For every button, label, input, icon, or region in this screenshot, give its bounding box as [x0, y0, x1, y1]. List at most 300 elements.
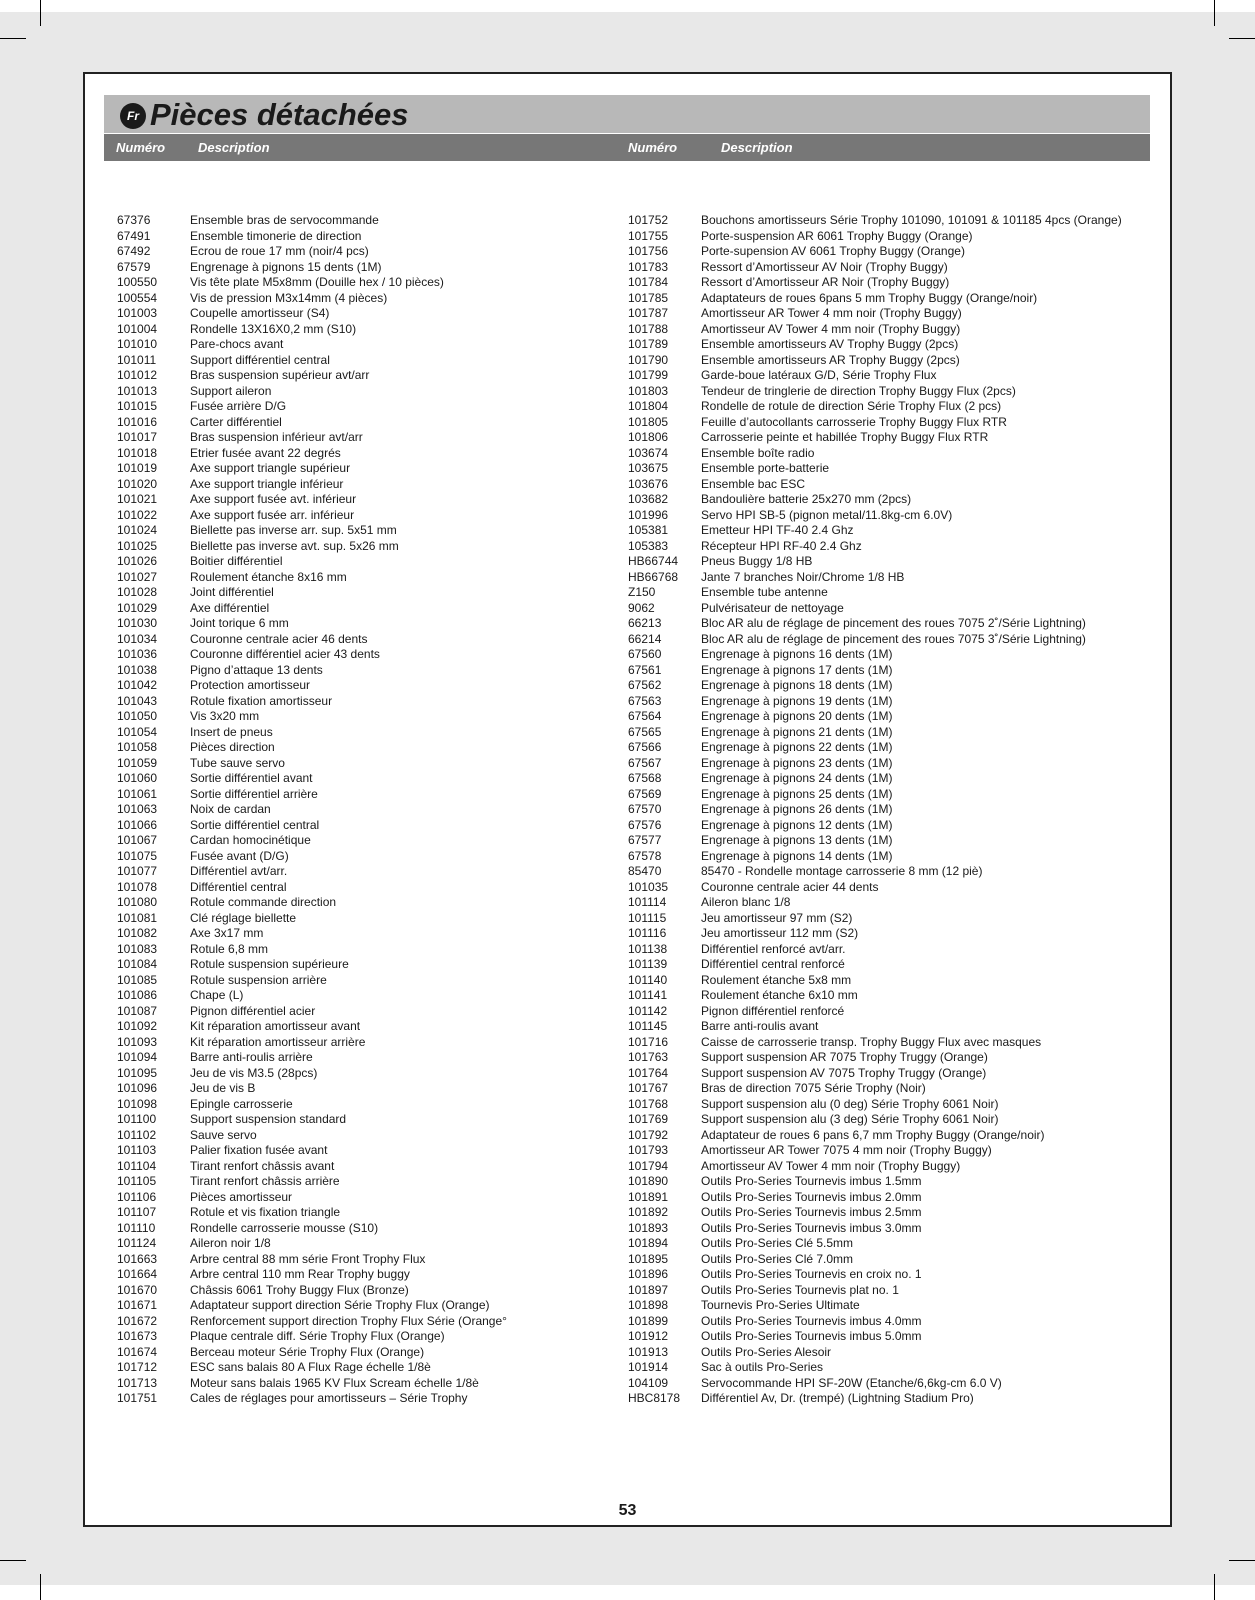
- part-number: 67561: [628, 662, 662, 677]
- part-description: Jeu amortisseur 112 mm (S2): [701, 926, 859, 940]
- part-description: Ensemble amortisseurs AR Trophy Buggy (2pcs): [701, 352, 960, 367]
- part-description: Outils Pro-Series Tournevis imbus 1.5mm: [701, 1174, 922, 1188]
- list-item: [117, 508, 507, 524]
- part-description: Engrenage à pignons 12 dents (1M): [701, 817, 893, 832]
- part-number: 103675: [628, 461, 669, 475]
- part-description: Pulvérisateur de nettoyage: [701, 600, 844, 615]
- part-description: Récepteur HPI RF-40 2.4 Ghz: [701, 538, 862, 553]
- part-number: 101787: [628, 306, 669, 320]
- part-number: 101141: [628, 988, 668, 1002]
- part-number: 101086: [117, 988, 158, 1002]
- list-item: [117, 1345, 507, 1361]
- list-item: [628, 291, 1122, 307]
- part-number: 101996: [628, 507, 669, 522]
- list-item: [628, 694, 1122, 710]
- part-number: 101664: [117, 1267, 158, 1281]
- list-item: [628, 1190, 1122, 1206]
- part-description: Ensemble amortisseurs AV Trophy Buggy (2pcs): [701, 337, 959, 351]
- list-item: [628, 508, 1122, 524]
- part-number: 101764: [628, 1065, 669, 1080]
- part-description: ESC sans balais 80 A Flux Rage échelle 1/8è: [190, 1360, 431, 1374]
- part-description: Outils Pro-Series Tournevis en croix no. 1: [701, 1267, 922, 1281]
- part-number: 67565: [628, 724, 662, 739]
- part-number: 101914: [628, 1360, 669, 1374]
- list-item: [628, 756, 1122, 772]
- part-number: 67577: [628, 833, 662, 847]
- list-item: [628, 709, 1122, 725]
- part-description: Renforcement support direction Trophy Flux Série (Orange°: [190, 1313, 507, 1328]
- list-item: [117, 1236, 507, 1252]
- part-description: Kit réparation amortisseur arrière: [190, 1034, 366, 1049]
- part-number: 101028: [117, 585, 158, 599]
- part-description: Cales de réglages pour amortisseurs – Série Trophy: [190, 1391, 468, 1405]
- list-item: [117, 1097, 507, 1113]
- part-description: Bras suspension inférieur avt/arr: [190, 430, 363, 444]
- part-description: Tendeur de tringlerie de direction Trophy Buggy Flux (2pcs): [701, 383, 1016, 398]
- list-item: [117, 1267, 507, 1283]
- part-description: Axe 3x17 mm: [190, 926, 264, 940]
- list-item: [117, 275, 507, 291]
- list-item: [117, 694, 507, 710]
- part-number: 101042: [117, 678, 158, 692]
- part-description: Axe différentiel: [190, 600, 270, 615]
- part-number: 101011: [117, 352, 157, 367]
- list-item: [117, 973, 507, 989]
- part-description: Plaque centrale diff. Série Trophy Flux (Orange): [190, 1329, 445, 1343]
- part-description: Engrenage à pignons 20 dents (1M): [701, 709, 893, 723]
- list-item: [117, 678, 507, 694]
- list-item: [628, 322, 1122, 338]
- part-description: Différentiel Av, Dr. (trempé) (Lightning Stadium Pro): [701, 1391, 974, 1405]
- parts-list-left: [117, 213, 507, 1407]
- page-title: Pièces détachées: [150, 97, 409, 132]
- list-item: [628, 864, 1122, 880]
- list-item: [628, 957, 1122, 973]
- part-number: 101087: [117, 1003, 158, 1018]
- part-number: 101768: [628, 1096, 669, 1111]
- part-description: Rondelle carrosserie mousse (S10): [190, 1220, 379, 1235]
- part-number: 101142: [628, 1003, 668, 1018]
- part-number: 101078: [117, 879, 158, 894]
- part-number: 101054: [117, 724, 158, 739]
- list-item: [628, 1236, 1122, 1252]
- part-number: 101063: [117, 802, 158, 816]
- list-item: [117, 1391, 507, 1407]
- part-number: HB66768: [628, 569, 679, 584]
- part-number: 101897: [628, 1282, 669, 1297]
- part-description: Rotule suspension supérieure: [190, 957, 349, 971]
- part-number: 101763: [628, 1050, 669, 1064]
- part-description: Tube sauve servo: [190, 755, 285, 770]
- list-item: [117, 1004, 507, 1020]
- part-number: 67376: [117, 213, 151, 227]
- list-item: [628, 988, 1122, 1004]
- list-item: [628, 1159, 1122, 1175]
- part-number: 101124: [117, 1236, 157, 1250]
- part-description: Jeu de vis B: [190, 1081, 256, 1095]
- list-item: [117, 1298, 507, 1314]
- part-number: 101712: [117, 1360, 158, 1374]
- list-item: [117, 430, 507, 446]
- list-item: [628, 570, 1122, 586]
- list-item: [628, 415, 1122, 431]
- part-description: Support suspension alu (0 deg) Série Trophy 6061 Noir): [701, 1096, 999, 1111]
- part-description: Outils Pro-Series Tournevis imbus 2.0mm: [701, 1189, 922, 1204]
- part-description: Outils Pro-Series Tournevis imbus 2.5mm: [701, 1205, 922, 1219]
- part-number: 101060: [117, 771, 158, 785]
- list-item: [117, 1190, 507, 1206]
- list-item: [117, 260, 507, 276]
- list-item: [117, 1050, 507, 1066]
- part-number: 66213: [628, 616, 662, 630]
- list-item: [628, 229, 1122, 245]
- list-item: [628, 384, 1122, 400]
- language-badge-icon: Fr: [120, 103, 146, 129]
- part-number: 101899: [628, 1313, 669, 1328]
- part-description: Roulement étanche 8x16 mm: [190, 569, 347, 584]
- part-number: 101893: [628, 1220, 669, 1235]
- list-item: [117, 616, 507, 632]
- part-description: Emetteur HPI TF-40 2.4 Ghz: [701, 523, 854, 537]
- part-description: Biellette pas inverse avt. sup. 5x26 mm: [190, 538, 399, 553]
- part-description: Pignon différentiel renforcé: [701, 1003, 845, 1018]
- part-number: 101081: [117, 910, 158, 925]
- part-description: Fusée avant (D/G): [190, 848, 289, 863]
- part-number: 101751: [117, 1391, 158, 1405]
- list-item: [117, 585, 507, 601]
- part-description: Différentiel avt/arr.: [190, 864, 288, 878]
- list-item: [628, 1174, 1122, 1190]
- part-description: Cardan homocinétique: [190, 833, 311, 847]
- part-number: 67492: [117, 244, 151, 258]
- list-item: [117, 880, 507, 896]
- part-number: 101670: [117, 1282, 158, 1297]
- part-description: Différentiel renforcé avt/arr.: [701, 941, 846, 956]
- list-item: [117, 787, 507, 803]
- list-item: [628, 895, 1122, 911]
- part-number: 101891: [628, 1189, 669, 1204]
- part-description: Ensemble bras de servocommande: [190, 213, 379, 227]
- part-description: Ecrou de roue 17 mm (noir/4 pcs): [190, 244, 369, 258]
- list-item: [628, 368, 1122, 384]
- part-description: Adaptateurs de roues 6pans 5 mm Trophy Buggy (Orange/noir): [701, 290, 1038, 305]
- list-item: [628, 1050, 1122, 1066]
- list-item: [117, 926, 507, 942]
- part-number: 100554: [117, 290, 158, 305]
- part-description: Joint différentiel: [190, 585, 274, 599]
- part-number: 101017: [117, 430, 158, 444]
- part-number: 101095: [117, 1065, 158, 1080]
- part-number: 101756: [628, 244, 669, 258]
- part-number: 101767: [628, 1081, 669, 1095]
- part-description: Pièces direction: [190, 740, 275, 754]
- part-description: Bandoulière batterie 25x270 mm (2pcs): [701, 492, 912, 506]
- part-description: Différentiel central renforcé: [701, 957, 845, 971]
- part-number: 101115: [628, 910, 667, 925]
- list-item: [117, 492, 507, 508]
- part-number: 104109: [628, 1375, 669, 1390]
- list-item: [117, 942, 507, 958]
- part-number: 101107: [117, 1205, 157, 1219]
- list-item: [628, 1329, 1122, 1345]
- part-number: 101713: [117, 1375, 158, 1390]
- list-item: [117, 213, 507, 229]
- part-description: Barre anti-roulis arrière: [190, 1050, 313, 1064]
- part-number: 101912: [628, 1329, 669, 1343]
- list-item: [628, 1221, 1122, 1237]
- list-item: [117, 1143, 507, 1159]
- part-number: 101018: [117, 445, 158, 460]
- part-number: 101769: [628, 1112, 669, 1126]
- list-item: [628, 1019, 1122, 1035]
- part-description: Engrenage à pignons 24 dents (1M): [701, 771, 893, 785]
- list-item: [117, 663, 507, 679]
- list-item: [117, 1081, 507, 1097]
- part-number: 103682: [628, 492, 669, 506]
- part-number: 101030: [117, 616, 158, 630]
- part-number: 101671: [117, 1298, 158, 1312]
- list-item: [117, 802, 507, 818]
- list-item: [117, 1283, 507, 1299]
- part-description: Rotule suspension arrière: [190, 972, 327, 987]
- part-number: 101061: [117, 786, 158, 801]
- list-item: [117, 477, 507, 493]
- list-item: [628, 1391, 1122, 1407]
- part-description: Protection amortisseur: [190, 678, 311, 692]
- part-number: Z150: [628, 585, 656, 599]
- part-description: Ensemble timonerie de direction: [190, 228, 362, 243]
- list-item: [117, 957, 507, 973]
- part-number: 101794: [628, 1158, 669, 1173]
- crop-mark: [40, 1574, 41, 1600]
- header-description-left: Description: [198, 140, 270, 155]
- list-item: [628, 1267, 1122, 1283]
- list-item: [628, 632, 1122, 648]
- part-number: 101716: [628, 1034, 669, 1049]
- part-description: Porte-suspension AR 6061 Trophy Buggy (Orange): [701, 228, 973, 243]
- list-item: [117, 1360, 507, 1376]
- list-item: [117, 1174, 507, 1190]
- part-number: 101020: [117, 476, 158, 491]
- part-number: 101783: [628, 259, 669, 274]
- part-number: 101029: [117, 600, 158, 615]
- part-description: Porte-supension AV 6061 Trophy Buggy (Orange): [701, 244, 965, 258]
- part-number: 67568: [628, 771, 662, 785]
- list-item: [117, 895, 507, 911]
- list-item: [628, 833, 1122, 849]
- part-number: 67566: [628, 740, 662, 754]
- list-item: [628, 973, 1122, 989]
- part-number: 101050: [117, 709, 158, 723]
- list-item: [628, 1360, 1122, 1376]
- list-item: [628, 849, 1122, 865]
- list-item: [117, 756, 507, 772]
- part-description: Support différentiel central: [190, 352, 330, 367]
- part-number: 67563: [628, 693, 662, 708]
- part-number: 101114: [628, 895, 667, 909]
- part-description: Outils Pro-Series Clé 7.0mm: [701, 1251, 854, 1266]
- part-description: Différentiel central: [190, 879, 287, 894]
- list-item: [117, 1159, 507, 1175]
- part-description: Biellette pas inverse arr. sup. 5x51 mm: [190, 523, 397, 537]
- parts-list-right: [628, 213, 1122, 1407]
- part-number: 67570: [628, 802, 662, 816]
- part-description: Pneus Buggy 1/8 HB: [701, 554, 813, 568]
- list-item: [117, 1314, 507, 1330]
- part-description: Pigno d’attaque 13 dents: [190, 662, 323, 677]
- list-item: [628, 601, 1122, 617]
- part-number: 101019: [117, 461, 158, 475]
- part-description: Bloc AR alu de réglage de pincement des roues 7075 2˚/Série Lightning): [701, 616, 1086, 630]
- list-item: [117, 1329, 507, 1345]
- crop-mark: [1214, 1574, 1215, 1600]
- part-description: Outils Pro-Series Alesoir: [701, 1344, 832, 1359]
- list-item: [628, 337, 1122, 353]
- part-description: Kit réparation amortisseur avant: [190, 1019, 361, 1033]
- part-description: Aileron blanc 1/8: [701, 895, 791, 909]
- part-description: Ensemble tube antenne: [701, 585, 828, 599]
- part-description: Axe support triangle supérieur: [190, 461, 351, 475]
- part-description: Outils Pro-Series Tournevis imbus 5.0mm: [701, 1329, 922, 1343]
- part-number: 101066: [117, 817, 158, 832]
- part-description: Rotule fixation amortisseur: [190, 693, 333, 708]
- part-number: 101036: [117, 647, 158, 661]
- part-number: 101085: [117, 972, 158, 987]
- part-description: Adaptateur de roues 6 pans 6,7 mm Trophy Buggy (Orange/noir): [701, 1127, 1045, 1142]
- part-number: 101140: [628, 972, 668, 987]
- part-description: Jeu amortisseur 97 mm (S2): [701, 910, 853, 925]
- part-number: 100550: [117, 275, 158, 289]
- part-description: Amortisseur AR Tower 7075 4 mm noir (Trophy Buggy): [701, 1143, 992, 1157]
- part-description: Sac à outils Pro-Series: [701, 1360, 824, 1374]
- part-number: 67578: [628, 848, 662, 863]
- list-item: [117, 833, 507, 849]
- list-item: [628, 1252, 1122, 1268]
- list-item: [117, 523, 507, 539]
- part-description: Axe support fusée arr. inférieur: [190, 507, 355, 522]
- part-description: Jante 7 branches Noir/Chrome 1/8 HB: [701, 569, 905, 584]
- list-item: [117, 1221, 507, 1237]
- part-description: Clé réglage biellette: [190, 910, 297, 925]
- part-number: 101806: [628, 430, 669, 444]
- list-item: [628, 461, 1122, 477]
- part-description: Garde-boue latéraux G/D, Série Trophy Flux: [701, 368, 937, 382]
- part-number: 101096: [117, 1081, 158, 1095]
- part-description: 85470 - Rondelle montage carrosserie 8 mm (12 piè): [701, 864, 983, 878]
- part-description: Bloc AR alu de réglage de pincement des roues 7075 3˚/Série Lightning): [701, 631, 1086, 646]
- part-description: Support suspension standard: [190, 1112, 347, 1126]
- list-item: [117, 399, 507, 415]
- part-number: 101663: [117, 1251, 158, 1266]
- list-item: [117, 632, 507, 648]
- part-description: Servocommande HPI SF-20W (Etanche/6,6kg-cm 6.0 V): [701, 1375, 1002, 1390]
- part-number: 101138: [628, 941, 668, 956]
- list-item: [117, 554, 507, 570]
- part-number: 9062: [628, 600, 655, 615]
- part-number: 67564: [628, 709, 662, 723]
- part-number: 101784: [628, 275, 669, 289]
- part-description: Bras suspension supérieur avt/arr: [190, 368, 370, 382]
- list-item: [117, 539, 507, 555]
- part-description: Pare-chocs avant: [190, 337, 284, 351]
- part-description: Couronne centrale acier 46 dents: [190, 631, 368, 646]
- part-description: Engrenage à pignons 22 dents (1M): [701, 740, 893, 754]
- part-description: Rondelle 13X16X0,2 mm (S10): [190, 321, 357, 336]
- part-description: Ressort d’Amortisseur AV Noir (Trophy Buggy): [701, 259, 948, 274]
- list-item: [117, 306, 507, 322]
- part-number: 101892: [628, 1205, 669, 1219]
- part-description: Rotule et vis fixation triangle: [190, 1205, 341, 1219]
- part-number: 101084: [117, 957, 158, 971]
- list-item: [117, 709, 507, 725]
- list-item: [117, 1128, 507, 1144]
- part-number: 85470: [628, 864, 662, 878]
- part-description: Axe support triangle inférieur: [190, 476, 344, 491]
- list-item: [117, 291, 507, 307]
- list-item: [628, 1066, 1122, 1082]
- list-item: [628, 353, 1122, 369]
- part-description: Engrenage à pignons 21 dents (1M): [701, 724, 893, 739]
- part-description: Arbre central 88 mm série Front Trophy Flux: [190, 1251, 426, 1266]
- part-number: 101098: [117, 1096, 158, 1111]
- part-number: 101080: [117, 895, 158, 909]
- part-description: Jeu de vis M3.5 (28pcs): [190, 1065, 318, 1080]
- list-item: [117, 911, 507, 927]
- part-description: Aileron noir 1/8: [190, 1236, 271, 1250]
- list-item: [628, 554, 1122, 570]
- part-description: Pièces amortisseur: [190, 1189, 293, 1204]
- part-number: 101092: [117, 1019, 158, 1033]
- part-description: Caisse de carrosserie transp. Trophy Buggy Flux avec masques: [701, 1034, 1042, 1049]
- part-number: 67576: [628, 817, 662, 832]
- part-number: 101022: [117, 507, 158, 522]
- part-description: Sortie différentiel central: [190, 817, 320, 832]
- part-number: 101799: [628, 368, 669, 382]
- part-description: Support suspension AR 7075 Trophy Truggy (Orange): [701, 1050, 988, 1064]
- part-description: Boitier différentiel: [190, 554, 283, 568]
- part-number: 101896: [628, 1267, 669, 1281]
- part-description: Sauve servo: [190, 1127, 257, 1142]
- list-item: [628, 725, 1122, 741]
- list-item: [117, 244, 507, 260]
- part-description: Engrenage à pignons 17 dents (1M): [701, 662, 893, 677]
- list-item: [628, 446, 1122, 462]
- part-description: Fusée arrière D/G: [190, 399, 287, 413]
- list-item: [628, 1283, 1122, 1299]
- list-item: [117, 771, 507, 787]
- part-description: Ensemble porte-batterie: [701, 461, 830, 475]
- list-item: [628, 492, 1122, 508]
- part-number: 101025: [117, 538, 158, 553]
- part-description: Rondelle de rotule de direction Série Trophy Flux (2 pcs): [701, 399, 1002, 413]
- part-description: Engrenage à pignons 25 dents (1M): [701, 786, 893, 801]
- part-description: Outils Pro-Series Tournevis imbus 3.0mm: [701, 1220, 922, 1235]
- part-number: 101789: [628, 337, 669, 351]
- part-number: 101075: [117, 848, 158, 863]
- part-number: 101755: [628, 228, 669, 243]
- part-description: Vis tête plate M5x8mm (Douille hex / 10 pièces): [190, 275, 444, 289]
- list-item: [117, 229, 507, 245]
- list-item: [117, 1376, 507, 1392]
- part-description: Noix de cardan: [190, 802, 271, 816]
- list-item: [117, 647, 507, 663]
- part-number: 101790: [628, 352, 669, 367]
- part-description: Engrenage à pignons 16 dents (1M): [701, 647, 893, 661]
- part-number: 101894: [628, 1236, 669, 1250]
- part-number: 101804: [628, 399, 669, 413]
- part-number: 101110: [117, 1220, 156, 1235]
- list-item: [628, 399, 1122, 415]
